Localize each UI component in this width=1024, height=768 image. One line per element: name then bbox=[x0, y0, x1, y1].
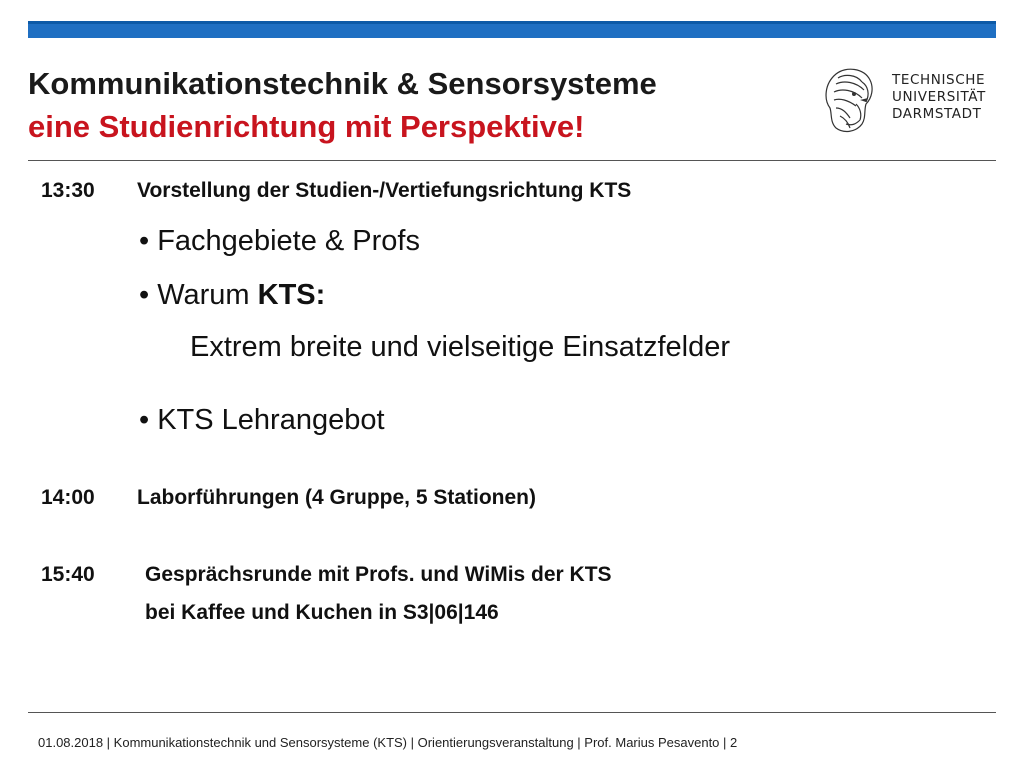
slide-subtitle: eine Studienrichtung mit Perspektive! bbox=[28, 109, 585, 144]
agenda-title-1: Vorstellung der Studien-/Vertiefungsrichtung KTS bbox=[137, 179, 632, 202]
footer-divider bbox=[28, 712, 996, 713]
top-color-bar bbox=[28, 21, 996, 38]
bullet-item: • Warum KTS: bbox=[139, 279, 326, 311]
logo-line-3: DARMSTADT bbox=[892, 106, 982, 122]
agenda-time-1: 13:30 bbox=[41, 179, 95, 202]
agenda-title-3-line-2: bei Kaffee und Kuchen in S3|06|146 bbox=[145, 601, 499, 624]
slide-title: Kommunikationstechnik & Sensorsysteme bbox=[28, 66, 657, 101]
agenda-title-2: Laborführungen (4 Gruppe, 5 Stationen) bbox=[137, 486, 536, 509]
header-divider bbox=[28, 160, 996, 161]
agenda-time-2: 14:00 bbox=[41, 486, 95, 509]
bullet-item: • Fachgebiete & Profs bbox=[139, 225, 420, 257]
athena-emblem-icon bbox=[816, 64, 880, 140]
university-logo bbox=[814, 64, 996, 144]
agenda-time-3: 15:40 bbox=[41, 563, 95, 586]
university-name bbox=[892, 72, 986, 123]
bullet-subtext: Extrem breite und vielseitige Einsatzfelder bbox=[190, 331, 730, 363]
logo-line-1: TECHNISCHE bbox=[892, 72, 986, 88]
bullet-item: • KTS Lehrangebot bbox=[139, 404, 385, 436]
slide-footer: 01.08.2018 | Kommunikationstechnik und Sensorsysteme (KTS) | Orientierungsveranstaltung | Prof. Marius Pesavento | 2 bbox=[38, 735, 738, 750]
logo-line-2: UNIVERSITÄT bbox=[892, 89, 986, 105]
agenda-title-3: Gesprächsrunde mit Profs. und WiMis der KTS bbox=[145, 563, 612, 586]
